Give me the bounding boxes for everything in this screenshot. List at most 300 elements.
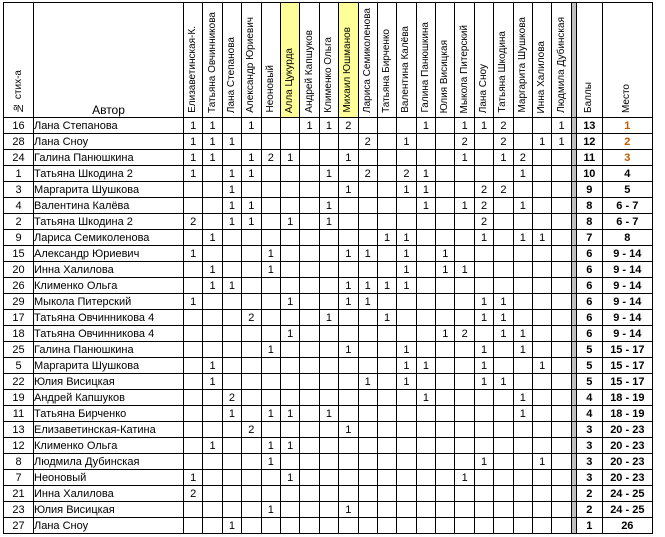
- vote-cell[interactable]: [339, 310, 358, 326]
- vote-cell[interactable]: 1: [533, 230, 552, 246]
- judge-header[interactable]: Татьяна Шкодина: [494, 3, 513, 118]
- vote-cell[interactable]: [552, 374, 571, 390]
- vote-cell[interactable]: [494, 214, 513, 230]
- vote-cell[interactable]: 1: [203, 134, 222, 150]
- vote-cell[interactable]: [261, 310, 280, 326]
- poem-number-cell[interactable]: 22: [4, 374, 34, 390]
- vote-cell[interactable]: [416, 262, 435, 278]
- vote-cell[interactable]: [261, 134, 280, 150]
- vote-cell[interactable]: [184, 182, 203, 198]
- vote-cell[interactable]: [222, 246, 241, 262]
- vote-cell[interactable]: 1: [513, 230, 532, 246]
- vote-cell[interactable]: [455, 518, 474, 534]
- vote-cell[interactable]: [184, 438, 203, 454]
- vote-cell[interactable]: 1: [280, 294, 299, 310]
- vote-cell[interactable]: 1: [533, 454, 552, 470]
- vote-cell[interactable]: [552, 422, 571, 438]
- vote-cell[interactable]: [300, 278, 319, 294]
- author-cell[interactable]: Лана Сноу: [34, 134, 184, 150]
- vote-cell[interactable]: [280, 166, 299, 182]
- author-cell[interactable]: Лана Степанова: [34, 118, 184, 134]
- vote-cell[interactable]: [455, 454, 474, 470]
- author-cell[interactable]: Лана Сноу: [34, 518, 184, 534]
- vote-cell[interactable]: [513, 374, 532, 390]
- vote-cell[interactable]: [552, 262, 571, 278]
- vote-cell[interactable]: 1: [474, 342, 493, 358]
- vote-cell[interactable]: [397, 518, 416, 534]
- author-cell[interactable]: Юлия Висицкая: [34, 374, 184, 390]
- vote-cell[interactable]: [280, 278, 299, 294]
- vote-cell[interactable]: [533, 406, 552, 422]
- vote-cell[interactable]: 1: [533, 358, 552, 374]
- author-cell[interactable]: Татьяна Овчинникова 4: [34, 326, 184, 342]
- vote-cell[interactable]: 1: [474, 230, 493, 246]
- vote-cell[interactable]: [436, 518, 455, 534]
- vote-cell[interactable]: [300, 230, 319, 246]
- vote-cell[interactable]: 1: [397, 134, 416, 150]
- vote-cell[interactable]: [319, 294, 338, 310]
- vote-cell[interactable]: [242, 134, 261, 150]
- vote-cell[interactable]: 1: [184, 166, 203, 182]
- author-cell[interactable]: Елизаветинская-Катина: [34, 422, 184, 438]
- vote-cell[interactable]: [300, 374, 319, 390]
- vote-cell[interactable]: [552, 326, 571, 342]
- vote-cell[interactable]: [416, 518, 435, 534]
- vote-cell[interactable]: [416, 134, 435, 150]
- vote-cell[interactable]: [319, 134, 338, 150]
- vote-cell[interactable]: 1: [494, 150, 513, 166]
- poem-number-cell[interactable]: 16: [4, 118, 34, 134]
- vote-cell[interactable]: [436, 422, 455, 438]
- poem-number-cell[interactable]: 15: [4, 246, 34, 262]
- vote-cell[interactable]: [455, 342, 474, 358]
- vote-cell[interactable]: [397, 502, 416, 518]
- place-cell[interactable]: 20 - 23: [602, 422, 652, 438]
- vote-cell[interactable]: [377, 150, 396, 166]
- vote-cell[interactable]: [377, 390, 396, 406]
- vote-cell[interactable]: [552, 230, 571, 246]
- vote-cell[interactable]: [552, 166, 571, 182]
- vote-cell[interactable]: [242, 406, 261, 422]
- vote-cell[interactable]: 1: [377, 230, 396, 246]
- author-cell[interactable]: Андрей Капшуков: [34, 390, 184, 406]
- vote-cell[interactable]: 1: [436, 326, 455, 342]
- vote-cell[interactable]: [513, 262, 532, 278]
- score-cell[interactable]: 10: [576, 166, 602, 182]
- vote-cell[interactable]: [416, 150, 435, 166]
- poem-number-cell[interactable]: 4: [4, 198, 34, 214]
- vote-cell[interactable]: [358, 342, 377, 358]
- vote-cell[interactable]: 2: [222, 390, 241, 406]
- vote-cell[interactable]: [474, 502, 493, 518]
- vote-cell[interactable]: 1: [358, 294, 377, 310]
- vote-cell[interactable]: [261, 390, 280, 406]
- vote-cell[interactable]: [339, 230, 358, 246]
- vote-cell[interactable]: [513, 486, 532, 502]
- vote-cell[interactable]: 1: [513, 342, 532, 358]
- vote-cell[interactable]: [416, 374, 435, 390]
- vote-cell[interactable]: [261, 198, 280, 214]
- vote-cell[interactable]: [339, 326, 358, 342]
- vote-cell[interactable]: [261, 518, 280, 534]
- vote-cell[interactable]: [552, 342, 571, 358]
- vote-cell[interactable]: 1: [533, 134, 552, 150]
- vote-cell[interactable]: [319, 502, 338, 518]
- vote-cell[interactable]: [358, 182, 377, 198]
- vote-cell[interactable]: [377, 198, 396, 214]
- vote-cell[interactable]: 1: [222, 406, 241, 422]
- vote-cell[interactable]: [552, 502, 571, 518]
- vote-cell[interactable]: [552, 518, 571, 534]
- place-cell[interactable]: 9 - 14: [602, 310, 652, 326]
- judge-header[interactable]: Мыкола Питерский: [455, 3, 474, 118]
- vote-cell[interactable]: [222, 310, 241, 326]
- column-header-score[interactable]: Баллы: [576, 3, 602, 118]
- poem-number-cell[interactable]: 23: [4, 502, 34, 518]
- author-cell[interactable]: Татьяна Овчинникова 4: [34, 310, 184, 326]
- vote-cell[interactable]: [203, 454, 222, 470]
- vote-cell[interactable]: [436, 150, 455, 166]
- vote-cell[interactable]: [455, 486, 474, 502]
- vote-cell[interactable]: [319, 182, 338, 198]
- vote-cell[interactable]: 1: [319, 310, 338, 326]
- vote-cell[interactable]: [455, 278, 474, 294]
- author-cell[interactable]: Людмила Дубинская: [34, 454, 184, 470]
- vote-cell[interactable]: [455, 422, 474, 438]
- author-cell[interactable]: Татьяна Шкодина 2: [34, 166, 184, 182]
- vote-cell[interactable]: [184, 278, 203, 294]
- vote-cell[interactable]: [474, 246, 493, 262]
- vote-cell[interactable]: [494, 438, 513, 454]
- poem-number-cell[interactable]: 3: [4, 182, 34, 198]
- vote-cell[interactable]: [397, 406, 416, 422]
- vote-cell[interactable]: 1: [261, 438, 280, 454]
- vote-cell[interactable]: [203, 166, 222, 182]
- vote-cell[interactable]: [436, 374, 455, 390]
- vote-cell[interactable]: [300, 342, 319, 358]
- vote-cell[interactable]: [377, 502, 396, 518]
- vote-cell[interactable]: 1: [494, 326, 513, 342]
- poem-number-cell[interactable]: 17: [4, 310, 34, 326]
- score-cell[interactable]: 3: [576, 422, 602, 438]
- score-cell[interactable]: 4: [576, 406, 602, 422]
- vote-cell[interactable]: [436, 358, 455, 374]
- place-cell[interactable]: 24 - 25: [602, 486, 652, 502]
- vote-cell[interactable]: [280, 502, 299, 518]
- vote-cell[interactable]: [242, 262, 261, 278]
- author-cell[interactable]: Александр Юриевич: [34, 246, 184, 262]
- vote-cell[interactable]: [552, 358, 571, 374]
- vote-cell[interactable]: [513, 470, 532, 486]
- vote-cell[interactable]: 1: [474, 310, 493, 326]
- vote-cell[interactable]: [474, 406, 493, 422]
- judge-header[interactable]: Андрей Капшуков: [300, 3, 319, 118]
- vote-cell[interactable]: [474, 518, 493, 534]
- vote-cell[interactable]: [339, 454, 358, 470]
- vote-cell[interactable]: [319, 342, 338, 358]
- vote-cell[interactable]: [319, 390, 338, 406]
- vote-cell[interactable]: [203, 310, 222, 326]
- vote-cell[interactable]: [358, 214, 377, 230]
- vote-cell[interactable]: [339, 486, 358, 502]
- vote-cell[interactable]: [552, 438, 571, 454]
- author-cell[interactable]: Маргарита Шушкова: [34, 358, 184, 374]
- vote-cell[interactable]: [513, 502, 532, 518]
- vote-cell[interactable]: [397, 310, 416, 326]
- vote-cell[interactable]: [494, 502, 513, 518]
- vote-cell[interactable]: 2: [494, 182, 513, 198]
- vote-cell[interactable]: 2: [494, 118, 513, 134]
- vote-cell[interactable]: [474, 470, 493, 486]
- poem-number-cell[interactable]: 11: [4, 406, 34, 422]
- poem-number-cell[interactable]: 27: [4, 518, 34, 534]
- vote-cell[interactable]: [242, 518, 261, 534]
- vote-cell[interactable]: [455, 406, 474, 422]
- column-header-num[interactable]: № стих-а: [4, 3, 34, 118]
- vote-cell[interactable]: [416, 502, 435, 518]
- vote-cell[interactable]: [552, 214, 571, 230]
- vote-cell[interactable]: [300, 502, 319, 518]
- vote-cell[interactable]: [280, 310, 299, 326]
- judge-header[interactable]: Александр Юриевич: [242, 3, 261, 118]
- vote-cell[interactable]: [494, 262, 513, 278]
- author-cell[interactable]: Татьяна Бирченко: [34, 406, 184, 422]
- vote-cell[interactable]: [300, 518, 319, 534]
- vote-cell[interactable]: 2: [455, 326, 474, 342]
- vote-cell[interactable]: [397, 214, 416, 230]
- vote-cell[interactable]: 1: [397, 230, 416, 246]
- vote-cell[interactable]: [436, 310, 455, 326]
- vote-cell[interactable]: [300, 182, 319, 198]
- vote-cell[interactable]: [261, 182, 280, 198]
- vote-cell[interactable]: 1: [377, 310, 396, 326]
- vote-cell[interactable]: [533, 246, 552, 262]
- vote-cell[interactable]: 1: [339, 342, 358, 358]
- vote-cell[interactable]: [319, 246, 338, 262]
- vote-cell[interactable]: [184, 374, 203, 390]
- vote-cell[interactable]: [377, 134, 396, 150]
- vote-cell[interactable]: [436, 406, 455, 422]
- vote-cell[interactable]: [222, 230, 241, 246]
- vote-cell[interactable]: [552, 470, 571, 486]
- vote-cell[interactable]: [280, 230, 299, 246]
- poem-number-cell[interactable]: 29: [4, 294, 34, 310]
- place-cell[interactable]: 15 - 17: [602, 374, 652, 390]
- vote-cell[interactable]: [339, 262, 358, 278]
- vote-cell[interactable]: [552, 198, 571, 214]
- vote-cell[interactable]: 1: [280, 150, 299, 166]
- vote-cell[interactable]: 1: [416, 166, 435, 182]
- vote-cell[interactable]: [339, 358, 358, 374]
- vote-cell[interactable]: [319, 278, 338, 294]
- vote-cell[interactable]: [358, 230, 377, 246]
- vote-cell[interactable]: [203, 294, 222, 310]
- vote-cell[interactable]: [319, 422, 338, 438]
- vote-cell[interactable]: [494, 518, 513, 534]
- vote-cell[interactable]: [416, 278, 435, 294]
- vote-cell[interactable]: [261, 166, 280, 182]
- vote-cell[interactable]: [474, 262, 493, 278]
- vote-cell[interactable]: [358, 502, 377, 518]
- vote-cell[interactable]: [533, 150, 552, 166]
- vote-cell[interactable]: [280, 118, 299, 134]
- vote-cell[interactable]: [184, 422, 203, 438]
- vote-cell[interactable]: [242, 326, 261, 342]
- place-cell[interactable]: 15 - 17: [602, 358, 652, 374]
- vote-cell[interactable]: 1: [358, 246, 377, 262]
- vote-cell[interactable]: [494, 230, 513, 246]
- vote-cell[interactable]: [358, 198, 377, 214]
- score-cell[interactable]: 5: [576, 342, 602, 358]
- poem-number-cell[interactable]: 20: [4, 262, 34, 278]
- vote-cell[interactable]: [455, 438, 474, 454]
- vote-cell[interactable]: [319, 454, 338, 470]
- vote-cell[interactable]: 1: [261, 342, 280, 358]
- vote-cell[interactable]: [416, 342, 435, 358]
- vote-cell[interactable]: [358, 486, 377, 502]
- score-cell[interactable]: 8: [576, 198, 602, 214]
- vote-cell[interactable]: 1: [339, 150, 358, 166]
- vote-cell[interactable]: [436, 342, 455, 358]
- score-cell[interactable]: 12: [576, 134, 602, 150]
- vote-cell[interactable]: [474, 390, 493, 406]
- vote-cell[interactable]: 1: [184, 294, 203, 310]
- vote-cell[interactable]: [494, 358, 513, 374]
- vote-cell[interactable]: 1: [474, 118, 493, 134]
- author-cell[interactable]: Инна Халилова: [34, 486, 184, 502]
- vote-cell[interactable]: 1: [494, 374, 513, 390]
- vote-cell[interactable]: [533, 326, 552, 342]
- vote-cell[interactable]: [436, 454, 455, 470]
- vote-cell[interactable]: [222, 262, 241, 278]
- vote-cell[interactable]: 2: [397, 166, 416, 182]
- vote-cell[interactable]: 2: [494, 134, 513, 150]
- vote-cell[interactable]: [242, 294, 261, 310]
- vote-cell[interactable]: [416, 310, 435, 326]
- score-cell[interactable]: 6: [576, 262, 602, 278]
- vote-cell[interactable]: [203, 470, 222, 486]
- vote-cell[interactable]: [377, 246, 396, 262]
- vote-cell[interactable]: 1: [474, 358, 493, 374]
- vote-cell[interactable]: 1: [455, 150, 474, 166]
- vote-cell[interactable]: 1: [242, 118, 261, 134]
- vote-cell[interactable]: [222, 486, 241, 502]
- vote-cell[interactable]: [513, 134, 532, 150]
- vote-cell[interactable]: [300, 486, 319, 502]
- vote-cell[interactable]: [474, 326, 493, 342]
- vote-cell[interactable]: [416, 486, 435, 502]
- score-cell[interactable]: 11: [576, 150, 602, 166]
- vote-cell[interactable]: [397, 470, 416, 486]
- vote-cell[interactable]: [436, 166, 455, 182]
- author-cell[interactable]: Мыкола Питерский: [34, 294, 184, 310]
- column-header-place[interactable]: Место: [602, 3, 652, 118]
- vote-cell[interactable]: [300, 454, 319, 470]
- vote-cell[interactable]: 1: [242, 214, 261, 230]
- author-cell[interactable]: Лариса Семиколенова: [34, 230, 184, 246]
- vote-cell[interactable]: [377, 294, 396, 310]
- vote-cell[interactable]: [533, 342, 552, 358]
- vote-cell[interactable]: [300, 294, 319, 310]
- vote-cell[interactable]: [494, 406, 513, 422]
- vote-cell[interactable]: [358, 454, 377, 470]
- vote-cell[interactable]: [319, 486, 338, 502]
- vote-cell[interactable]: 1: [494, 310, 513, 326]
- vote-cell[interactable]: [416, 406, 435, 422]
- vote-cell[interactable]: 1: [280, 214, 299, 230]
- vote-cell[interactable]: [300, 310, 319, 326]
- vote-cell[interactable]: 1: [222, 198, 241, 214]
- vote-cell[interactable]: [436, 198, 455, 214]
- vote-cell[interactable]: 1: [339, 294, 358, 310]
- vote-cell[interactable]: 2: [184, 486, 203, 502]
- vote-cell[interactable]: [513, 310, 532, 326]
- judge-header[interactable]: Неоновый: [261, 3, 280, 118]
- vote-cell[interactable]: [416, 454, 435, 470]
- vote-cell[interactable]: [300, 438, 319, 454]
- vote-cell[interactable]: [513, 454, 532, 470]
- vote-cell[interactable]: [358, 406, 377, 422]
- vote-cell[interactable]: [494, 470, 513, 486]
- vote-cell[interactable]: [339, 214, 358, 230]
- place-cell[interactable]: 15 - 17: [602, 342, 652, 358]
- vote-cell[interactable]: [513, 246, 532, 262]
- vote-cell[interactable]: 1: [300, 118, 319, 134]
- vote-cell[interactable]: [261, 470, 280, 486]
- vote-cell[interactable]: 1: [242, 166, 261, 182]
- vote-cell[interactable]: [222, 438, 241, 454]
- vote-cell[interactable]: [203, 326, 222, 342]
- vote-cell[interactable]: [474, 134, 493, 150]
- vote-cell[interactable]: 1: [319, 214, 338, 230]
- vote-cell[interactable]: [455, 502, 474, 518]
- place-cell[interactable]: 9 - 14: [602, 278, 652, 294]
- vote-cell[interactable]: [339, 438, 358, 454]
- vote-cell[interactable]: [397, 118, 416, 134]
- vote-cell[interactable]: [242, 342, 261, 358]
- vote-cell[interactable]: 1: [358, 374, 377, 390]
- vote-cell[interactable]: 1: [203, 262, 222, 278]
- vote-cell[interactable]: [416, 470, 435, 486]
- vote-cell[interactable]: [552, 406, 571, 422]
- vote-cell[interactable]: [242, 182, 261, 198]
- vote-cell[interactable]: [552, 182, 571, 198]
- vote-cell[interactable]: [513, 358, 532, 374]
- vote-cell[interactable]: [358, 326, 377, 342]
- judge-header[interactable]: Маргарита Шушкова: [513, 3, 532, 118]
- vote-cell[interactable]: [184, 310, 203, 326]
- vote-cell[interactable]: 1: [436, 262, 455, 278]
- place-cell[interactable]: 5: [602, 182, 652, 198]
- vote-cell[interactable]: [358, 438, 377, 454]
- vote-cell[interactable]: 1: [494, 294, 513, 310]
- place-cell[interactable]: 26: [602, 518, 652, 534]
- poem-number-cell[interactable]: 19: [4, 390, 34, 406]
- vote-cell[interactable]: [358, 310, 377, 326]
- vote-cell[interactable]: [203, 198, 222, 214]
- vote-cell[interactable]: [455, 358, 474, 374]
- vote-cell[interactable]: [339, 134, 358, 150]
- vote-cell[interactable]: 2: [358, 166, 377, 182]
- vote-cell[interactable]: [513, 278, 532, 294]
- vote-cell[interactable]: [280, 390, 299, 406]
- vote-cell[interactable]: [494, 342, 513, 358]
- vote-cell[interactable]: 1: [416, 358, 435, 374]
- vote-cell[interactable]: 1: [280, 470, 299, 486]
- score-cell[interactable]: 8: [576, 214, 602, 230]
- vote-cell[interactable]: [261, 230, 280, 246]
- vote-cell[interactable]: [377, 422, 396, 438]
